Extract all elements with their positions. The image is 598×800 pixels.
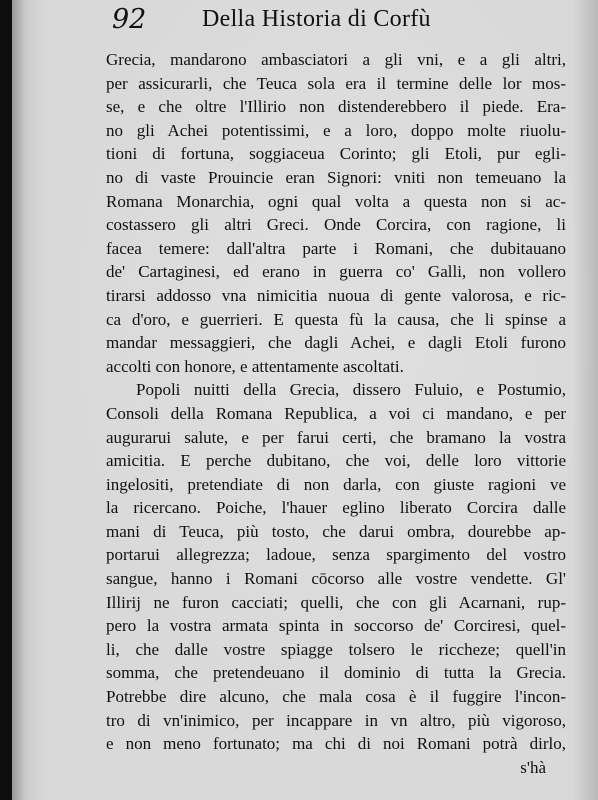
text-line: sangue, hanno i Romani cōcorso alle vostre vendette. Gl' [106,569,566,589]
text-line: Romana Monarchia, ogni qual volta a questa non si ac- [106,191,566,211]
text-line: facea temere: dall'altra parte i Romani, che dubitauano [106,238,566,258]
text-line: no gli Achei potentissimi, e a loro, doppo molte riuolu- [106,120,566,140]
text-line: ingelositi, pretendiate di non darla, con giuste ragioni ve [106,474,566,494]
text-line: Consoli della Romana Republica, a voi ci mandano, e per [106,403,566,423]
text-line: amicitia. E perche dubitano, che voi, delle loro vittorie [106,451,566,471]
text-line: augurarui salute, e per farui certi, che bramano la vostra [106,427,566,447]
text-line: Potrebbe dire alcuno, che mala cosa è il fuggire l'incon- [106,687,566,707]
text-line: no di vaste Prouincie eran Signori: vniti non temeuano la [106,167,566,187]
text-line: costassero gli altri Greci. Onde Corcira, con ragione, li [106,215,566,235]
text-line: mandar messaggieri, che dagli Achei, e dagli Etoli furono [106,333,566,353]
text-line: de' Cartaginesi, ed erano in guerra co' Galli, non vollero [106,262,566,282]
catchword: s'hà [520,757,546,777]
text-line: li, che dalle vostre spiagge tolsero le riccheze; quell'in [106,639,566,659]
book-page [12,0,598,800]
body-text [106,48,566,779]
text-line: se, e che oltre l'Illirio non distenderebbero il piede. Era- [106,97,566,117]
text-line: tro di vn'inimico, per incappare in vn altro, più vigoroso, [106,710,566,730]
page-number: 92 [112,4,147,35]
text-line: e non meno fortunato; ma chi di noi Romani potrà dirlo, [106,734,566,754]
running-head [112,4,572,44]
text-line: Illirij ne furon cacciati; quelli, che con gli Acarnani, rup- [106,592,566,612]
text-line: tioni di fortuna, soggiaceua Corinto; gli Etoli, pur egli- [106,144,566,164]
text-line: la ricercano. Poiche, l'hauer eglino liberato Corcira dalle [106,498,566,518]
text-line: tirarsi addosso vna nimicitia nuoua di gente valorosa, e ric- [106,285,566,305]
text-line: accolti con honore, e attentamente ascoltati. [106,356,404,376]
running-title: Della Historia di Corfù [202,6,431,32]
text-line: Popoli nuitti della Grecia, dissero Fuluio, e Postumio, [136,380,566,400]
text-line: per assicurarli, che Teuca sola era il termine delle lor mos- [106,73,566,93]
text-line: ca d'oro, e guerrieri. E questa fù la causa, che li spinse a [106,309,566,329]
text-line: portarui allegrezza; ladoue, senza spargimento del vostro [106,545,566,565]
text-line: mani di Teuca, più tosto, che darui ombra, dourebbe ap- [106,521,566,541]
text-line: Grecia, mandarono ambasciatori a gli vni, e a gli altri, [106,50,566,69]
text-line: pero la vostra armata spinta in soccorso de' Corciresi, quel- [106,616,566,636]
text-line: somma, che pretendeuano il dominio di tutta la Grecia. [106,663,566,683]
